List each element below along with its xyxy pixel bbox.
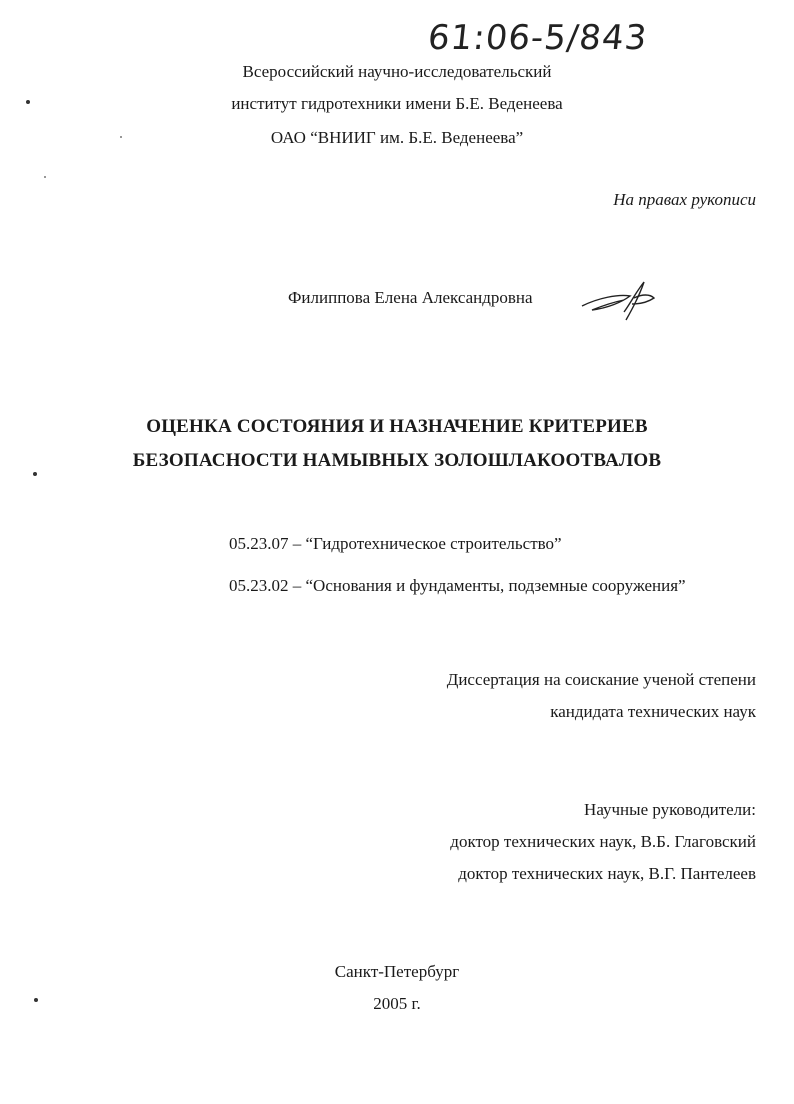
scan-speck — [34, 998, 38, 1002]
title-line-2: БЕЗОПАСНОСТИ НАМЫВНЫХ ЗОЛОШЛАКООТВАЛОВ — [132, 450, 662, 471]
institute-line-2: институт гидротехники имени Б.Е. Веденеева — [231, 94, 563, 113]
supervisor-1: доктор технических наук, В.Б. Глаговский — [450, 832, 756, 851]
scan-speck — [120, 136, 122, 138]
author-name: Филиппова Елена Александровна — [288, 288, 533, 307]
city: Санкт-Петербург — [334, 962, 460, 981]
specialty-2: 05.23.02 – “Основания и фундаменты, подземные сооружения” — [229, 576, 686, 595]
institute-line-1: Всероссийский научно-исследовательский — [242, 62, 552, 81]
archive-number: 61:06-5/843 — [425, 18, 650, 58]
degree-line-1: Диссертация на соискание ученой степени — [446, 670, 756, 689]
rights-note: На правах рукописи — [613, 190, 756, 209]
year: 2005 г. — [373, 994, 421, 1013]
supervisor-2: доктор технических наук, В.Г. Пантелеев — [458, 864, 756, 883]
scan-speck — [26, 100, 30, 104]
specialty-1: 05.23.07 – “Гидротехническое строительство” — [229, 534, 562, 553]
scan-speck — [33, 472, 37, 476]
scan-speck — [44, 176, 46, 178]
title-line-1: ОЦЕНКА СОСТОЯНИЯ И НАЗНАЧЕНИЕ КРИТЕРИЕВ — [146, 416, 648, 437]
signature-icon — [578, 276, 658, 324]
degree-line-2: кандидата технических наук — [550, 702, 756, 721]
institute-line-3: ОАО “ВНИИГ им. Б.Е. Веденеева” — [270, 128, 524, 147]
supervisors-label: Научные руководители: — [584, 800, 756, 819]
